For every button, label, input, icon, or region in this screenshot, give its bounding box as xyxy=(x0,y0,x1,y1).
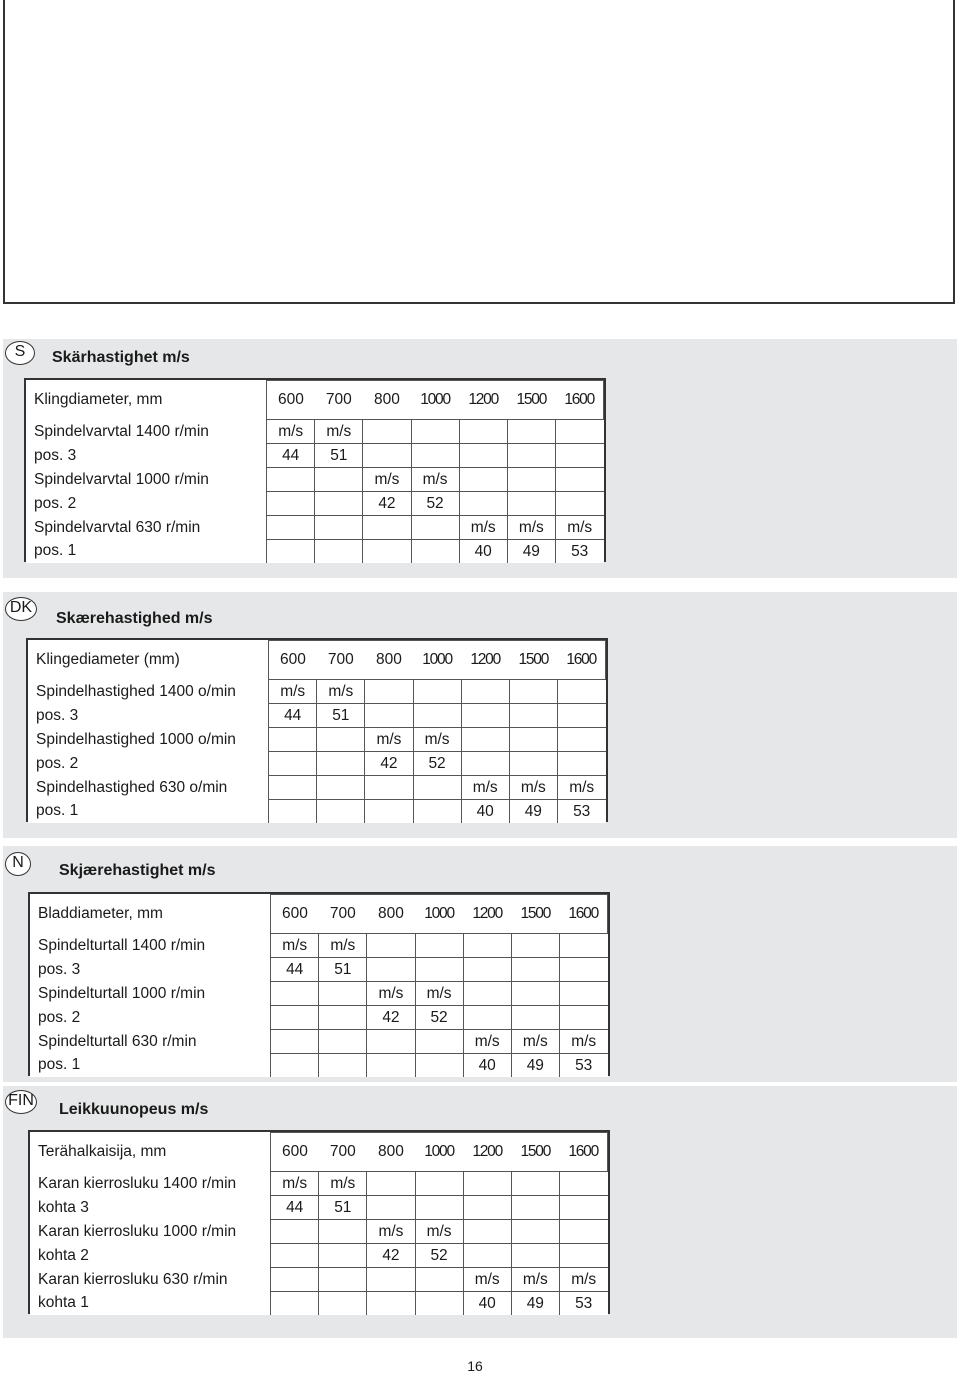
speed-value-cell xyxy=(463,958,511,982)
diameter-header-label: Klingdiameter, mm xyxy=(26,381,267,420)
table-row xyxy=(30,1030,608,1054)
speed-value-cell xyxy=(509,752,557,776)
unit-cell: m/s xyxy=(319,934,367,958)
unit-cell xyxy=(463,934,511,958)
speed-value-cell: 52 xyxy=(415,1244,463,1268)
speed-value-cell xyxy=(411,540,459,564)
unit-cell xyxy=(367,1030,415,1054)
unit-cell xyxy=(269,776,317,800)
unit-cell xyxy=(411,516,459,540)
unit-cell: m/s xyxy=(363,468,411,492)
spindle-speed-label: Karan kierrosluku 1000 r/min xyxy=(30,1220,271,1244)
position-label: pos. 3 xyxy=(26,444,267,468)
speed-value-cell xyxy=(315,540,363,564)
speed-value-cell: 42 xyxy=(367,1006,415,1030)
speed-value-cell xyxy=(415,1054,463,1078)
page-number: 16 xyxy=(467,1358,483,1374)
diameter-value: 1200 xyxy=(463,1133,511,1172)
unit-cell xyxy=(559,1220,607,1244)
unit-cell: m/s xyxy=(559,1030,607,1054)
unit-cell xyxy=(509,680,557,704)
unit-cell xyxy=(271,1268,319,1292)
table-row xyxy=(30,934,608,958)
unit-cell xyxy=(415,1172,463,1196)
speed-value-cell xyxy=(511,1196,559,1220)
unit-cell xyxy=(459,468,507,492)
table-row xyxy=(26,444,604,468)
unit-cell xyxy=(367,934,415,958)
speed-value-cell xyxy=(319,1244,367,1268)
table-row xyxy=(26,420,604,444)
language-badge: S xyxy=(5,341,35,365)
speed-value-cell: 42 xyxy=(365,752,413,776)
table-row xyxy=(28,752,606,776)
unit-cell xyxy=(507,420,555,444)
diameter-value: 1000 xyxy=(411,381,459,420)
unit-cell xyxy=(363,516,411,540)
speed-value-cell: 44 xyxy=(271,958,319,982)
unit-cell: m/s xyxy=(511,1030,559,1054)
table-header-row xyxy=(28,641,606,680)
spindle-speed-label: Spindelhastighed 630 o/min xyxy=(28,776,269,800)
unit-cell: m/s xyxy=(463,1030,511,1054)
diameter-header-label: Bladdiameter, mm xyxy=(30,895,271,934)
diameter-value: 1600 xyxy=(557,641,605,680)
unit-cell xyxy=(461,680,509,704)
speed-value-cell xyxy=(555,444,603,468)
position-label: pos. 2 xyxy=(28,752,269,776)
unit-cell xyxy=(415,1268,463,1292)
unit-cell xyxy=(271,1030,319,1054)
position-label: pos. 3 xyxy=(28,704,269,728)
diameter-value: 700 xyxy=(319,895,367,934)
table-row xyxy=(26,540,604,564)
speed-value-cell xyxy=(271,1006,319,1030)
section-title: Skjærehastighet m/s xyxy=(59,862,216,879)
speed-value-cell xyxy=(367,958,415,982)
speed-value-cell xyxy=(511,958,559,982)
unit-cell: m/s xyxy=(557,776,605,800)
unit-cell xyxy=(319,1268,367,1292)
unit-cell xyxy=(367,1268,415,1292)
unit-cell: m/s xyxy=(411,468,459,492)
speed-value-cell: 52 xyxy=(411,492,459,516)
table-header-row xyxy=(30,1133,608,1172)
speed-value-cell xyxy=(413,800,461,824)
diameter-value: 600 xyxy=(267,381,315,420)
speed-value-cell xyxy=(269,800,317,824)
diameter-value: 700 xyxy=(319,1133,367,1172)
unit-cell: m/s xyxy=(463,1268,511,1292)
unit-cell xyxy=(365,680,413,704)
spindle-speed-label: Spindelturtall 630 r/min xyxy=(30,1030,271,1054)
image-placeholder-frame xyxy=(3,0,955,304)
speed-value-cell: 53 xyxy=(559,1054,607,1078)
unit-cell xyxy=(413,776,461,800)
position-label: pos. 2 xyxy=(26,492,267,516)
speed-value-cell: 49 xyxy=(511,1292,559,1316)
speed-value-cell xyxy=(463,1196,511,1220)
speed-value-cell: 40 xyxy=(463,1292,511,1316)
speed-value-cell: 52 xyxy=(413,752,461,776)
spindle-speed-label: Spindelhastighed 1000 o/min xyxy=(28,728,269,752)
speed-value-cell xyxy=(367,1196,415,1220)
unit-cell xyxy=(363,420,411,444)
diameter-value: 600 xyxy=(269,641,317,680)
speed-value-cell xyxy=(507,492,555,516)
diameter-value: 1600 xyxy=(555,381,603,420)
unit-cell xyxy=(319,1220,367,1244)
unit-cell: m/s xyxy=(269,680,317,704)
speed-value-cell: 49 xyxy=(511,1054,559,1078)
table-row xyxy=(30,1268,608,1292)
speed-value-cell xyxy=(363,444,411,468)
unit-cell: m/s xyxy=(271,1172,319,1196)
speed-value-cell xyxy=(267,540,315,564)
table-row xyxy=(26,468,604,492)
unit-cell xyxy=(267,468,315,492)
position-label: pos. 2 xyxy=(30,1006,271,1030)
unit-cell: m/s xyxy=(271,934,319,958)
diameter-value: 700 xyxy=(317,641,365,680)
unit-cell xyxy=(415,1030,463,1054)
diameter-value: 1500 xyxy=(511,1133,559,1172)
spindle-speed-label: Karan kierrosluku 1400 r/min xyxy=(30,1172,271,1196)
speed-value-cell: 42 xyxy=(367,1244,415,1268)
speed-value-cell: 44 xyxy=(271,1196,319,1220)
spindle-speed-label: Spindelvarvtal 630 r/min xyxy=(26,516,267,540)
diameter-value: 600 xyxy=(271,1133,319,1172)
speed-value-cell xyxy=(511,1006,559,1030)
unit-cell xyxy=(557,680,605,704)
speed-value-cell xyxy=(413,704,461,728)
table-row xyxy=(30,1220,608,1244)
speed-value-cell xyxy=(365,704,413,728)
spindle-speed-label: Spindelturtall 1000 r/min xyxy=(30,982,271,1006)
unit-cell xyxy=(555,420,603,444)
unit-cell: m/s xyxy=(317,680,365,704)
diameter-value: 800 xyxy=(363,381,411,420)
unit-cell: m/s xyxy=(511,1268,559,1292)
speed-value-cell xyxy=(459,492,507,516)
unit-cell xyxy=(365,776,413,800)
unit-cell xyxy=(315,516,363,540)
table-row xyxy=(30,1054,608,1078)
speed-value-cell xyxy=(319,1054,367,1078)
diameter-value: 1200 xyxy=(461,641,509,680)
unit-cell xyxy=(413,680,461,704)
unit-cell: m/s xyxy=(315,420,363,444)
unit-cell xyxy=(271,982,319,1006)
speed-value-cell xyxy=(461,704,509,728)
unit-cell xyxy=(559,982,607,1006)
speed-value-cell: 53 xyxy=(557,800,605,824)
speed-value-cell xyxy=(271,1244,319,1268)
diameter-value: 1200 xyxy=(463,895,511,934)
speed-value-cell xyxy=(511,1244,559,1268)
table-row xyxy=(26,492,604,516)
speed-value-cell xyxy=(267,492,315,516)
spindle-speed-label: Spindelturtall 1400 r/min xyxy=(30,934,271,958)
unit-cell xyxy=(459,420,507,444)
speed-value-cell: 51 xyxy=(319,958,367,982)
speed-value-cell: 40 xyxy=(461,800,509,824)
position-label: pos. 1 xyxy=(28,800,269,824)
spindle-speed-label: Spindelhastighed 1400 o/min xyxy=(28,680,269,704)
speed-value-cell xyxy=(555,492,603,516)
unit-cell xyxy=(319,1030,367,1054)
diameter-value: 1600 xyxy=(559,895,607,934)
unit-cell: m/s xyxy=(507,516,555,540)
section-title: Skärhastighet m/s xyxy=(52,349,190,366)
speed-value-cell xyxy=(559,1244,607,1268)
unit-cell xyxy=(511,934,559,958)
speed-value-cell: 51 xyxy=(317,704,365,728)
unit-cell xyxy=(315,468,363,492)
unit-cell xyxy=(463,982,511,1006)
position-label: kohta 3 xyxy=(30,1196,271,1220)
speed-value-cell xyxy=(509,704,557,728)
speed-value-cell xyxy=(271,1054,319,1078)
unit-cell xyxy=(317,776,365,800)
speed-value-cell: 49 xyxy=(509,800,557,824)
diameter-header-label: Klingediameter (mm) xyxy=(28,641,269,680)
diameter-value: 1000 xyxy=(413,641,461,680)
table-row xyxy=(28,704,606,728)
unit-cell: m/s xyxy=(415,1220,463,1244)
unit-cell: m/s xyxy=(413,728,461,752)
speed-value-cell: 53 xyxy=(555,540,603,564)
unit-cell: m/s xyxy=(365,728,413,752)
position-label: kohta 1 xyxy=(30,1292,271,1316)
unit-cell xyxy=(559,934,607,958)
unit-cell xyxy=(271,1220,319,1244)
speed-value-cell xyxy=(319,1292,367,1316)
unit-cell: m/s xyxy=(267,420,315,444)
unit-cell xyxy=(559,1172,607,1196)
speed-value-cell xyxy=(459,444,507,468)
spindle-speed-label: Spindelvarvtal 1000 r/min xyxy=(26,468,267,492)
diameter-value: 800 xyxy=(367,1133,415,1172)
diameter-value: 1500 xyxy=(511,895,559,934)
table-row xyxy=(28,728,606,752)
unit-cell xyxy=(319,982,367,1006)
unit-cell xyxy=(557,728,605,752)
speed-value-cell xyxy=(365,800,413,824)
unit-cell xyxy=(555,468,603,492)
table-row xyxy=(30,1244,608,1268)
speed-table xyxy=(28,1130,610,1314)
unit-cell: m/s xyxy=(367,982,415,1006)
position-label: pos. 1 xyxy=(26,540,267,564)
speed-value-cell xyxy=(557,752,605,776)
unit-cell xyxy=(411,420,459,444)
unit-cell xyxy=(511,1172,559,1196)
table-row xyxy=(30,1292,608,1316)
unit-cell: m/s xyxy=(319,1172,367,1196)
speed-value-cell xyxy=(415,958,463,982)
diameter-header-label: Terähalkaisija, mm xyxy=(30,1133,271,1172)
section-title: Leikkuunopeus m/s xyxy=(59,1101,209,1118)
unit-cell: m/s xyxy=(461,776,509,800)
unit-cell xyxy=(367,1172,415,1196)
speed-value-cell xyxy=(269,752,317,776)
unit-cell xyxy=(463,1172,511,1196)
speed-value-cell xyxy=(367,1054,415,1078)
unit-cell xyxy=(317,728,365,752)
speed-value-cell xyxy=(559,958,607,982)
diameter-value: 1000 xyxy=(415,895,463,934)
section-title: Skærehastighed m/s xyxy=(56,610,213,627)
diameter-value: 1500 xyxy=(509,641,557,680)
speed-value-cell xyxy=(557,704,605,728)
speed-value-cell: 44 xyxy=(269,704,317,728)
speed-value-cell xyxy=(363,540,411,564)
unit-cell xyxy=(511,1220,559,1244)
speed-table xyxy=(26,638,608,822)
unit-cell xyxy=(267,516,315,540)
unit-cell: m/s xyxy=(459,516,507,540)
speed-value-cell xyxy=(271,1292,319,1316)
table-row xyxy=(30,1196,608,1220)
speed-value-cell: 51 xyxy=(319,1196,367,1220)
speed-value-cell xyxy=(415,1292,463,1316)
unit-cell: m/s xyxy=(509,776,557,800)
diameter-value: 1600 xyxy=(559,1133,607,1172)
speed-value-cell: 53 xyxy=(559,1292,607,1316)
diameter-value: 1500 xyxy=(507,381,555,420)
table-row xyxy=(28,680,606,704)
table-header-row xyxy=(30,895,608,934)
spindle-speed-label: Karan kierrosluku 630 r/min xyxy=(30,1268,271,1292)
speed-value-cell xyxy=(415,1196,463,1220)
table-row xyxy=(30,1006,608,1030)
unit-cell: m/s xyxy=(559,1268,607,1292)
speed-value-cell xyxy=(317,752,365,776)
diameter-value: 600 xyxy=(271,895,319,934)
diameter-value: 800 xyxy=(365,641,413,680)
language-badge: FIN xyxy=(5,1090,37,1114)
table-row xyxy=(28,800,606,824)
unit-cell: m/s xyxy=(415,982,463,1006)
table-row xyxy=(30,982,608,1006)
unit-cell xyxy=(509,728,557,752)
unit-cell xyxy=(461,728,509,752)
unit-cell xyxy=(463,1220,511,1244)
table-row xyxy=(28,776,606,800)
unit-cell xyxy=(269,728,317,752)
position-label: pos. 3 xyxy=(30,958,271,982)
language-badge: N xyxy=(5,852,31,876)
speed-value-cell xyxy=(463,1006,511,1030)
position-label: pos. 1 xyxy=(30,1054,271,1078)
diameter-value: 800 xyxy=(367,895,415,934)
unit-cell xyxy=(415,934,463,958)
speed-value-cell: 42 xyxy=(363,492,411,516)
position-label: kohta 2 xyxy=(30,1244,271,1268)
table-row xyxy=(30,1172,608,1196)
speed-value-cell xyxy=(411,444,459,468)
speed-value-cell xyxy=(559,1196,607,1220)
speed-value-cell: 51 xyxy=(315,444,363,468)
diameter-value: 1200 xyxy=(459,381,507,420)
speed-value-cell: 49 xyxy=(507,540,555,564)
speed-value-cell xyxy=(367,1292,415,1316)
spindle-speed-label: Spindelvarvtal 1400 r/min xyxy=(26,420,267,444)
speed-value-cell xyxy=(317,800,365,824)
unit-cell: m/s xyxy=(367,1220,415,1244)
speed-table xyxy=(28,892,610,1076)
speed-value-cell: 40 xyxy=(459,540,507,564)
speed-value-cell xyxy=(463,1244,511,1268)
speed-value-cell xyxy=(319,1006,367,1030)
speed-value-cell: 40 xyxy=(463,1054,511,1078)
table-row xyxy=(26,516,604,540)
speed-table xyxy=(24,378,606,562)
speed-value-cell: 44 xyxy=(267,444,315,468)
diameter-value: 700 xyxy=(315,381,363,420)
table-header-row xyxy=(26,381,604,420)
table-row xyxy=(30,958,608,982)
speed-value-cell xyxy=(507,444,555,468)
unit-cell: m/s xyxy=(555,516,603,540)
diameter-value: 1000 xyxy=(415,1133,463,1172)
speed-value-cell xyxy=(559,1006,607,1030)
unit-cell xyxy=(511,982,559,1006)
language-badge: DK xyxy=(5,597,37,621)
unit-cell xyxy=(507,468,555,492)
speed-value-cell: 52 xyxy=(415,1006,463,1030)
speed-value-cell xyxy=(315,492,363,516)
speed-value-cell xyxy=(461,752,509,776)
